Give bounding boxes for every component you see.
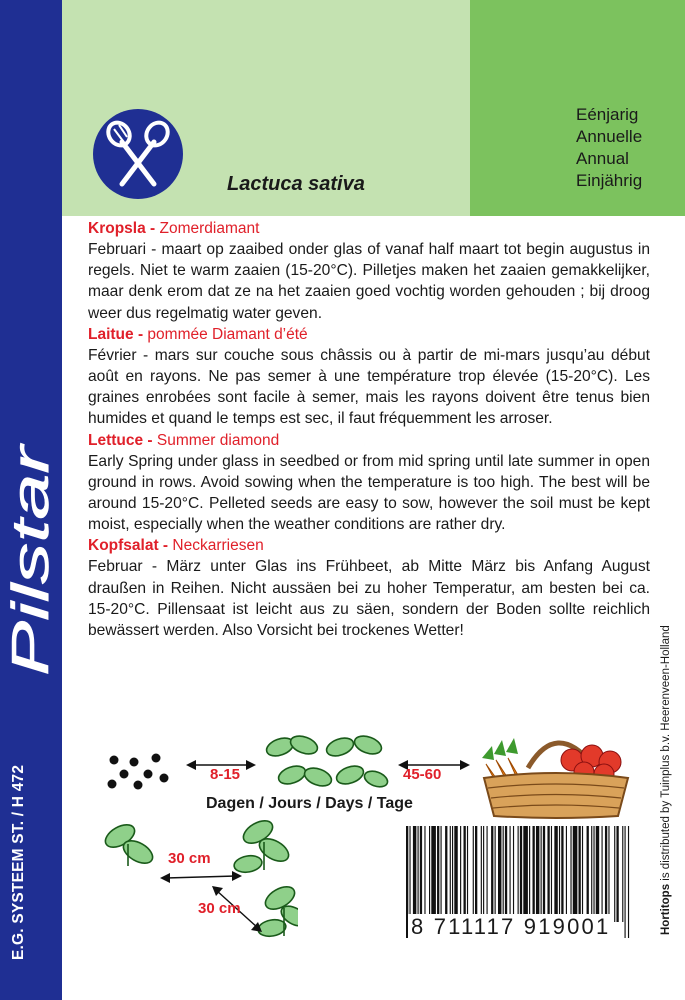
sowing-instructions <box>88 219 650 642</box>
section-body: Early Spring under glass in seedbed or from mid spring until late summer in open ground in rows. Avoid sowing when the temperature is too high. The best will be around 15-20°C. Pelleted seeds are easy to sow, however the soil must be kept moist, especially when the weather conditions are rather dry. <box>88 452 650 534</box>
barcode-bar <box>418 826 419 922</box>
barcode-bar <box>495 826 496 922</box>
barcode-bar <box>491 826 493 922</box>
barcode-number: 8 711117 919001 <box>408 914 613 940</box>
section-variety: Neckarriesen <box>168 537 264 555</box>
section-french <box>88 325 650 430</box>
barcode-bar <box>554 826 557 922</box>
barcode-bar <box>424 826 425 922</box>
barcode-bar <box>602 826 603 922</box>
barcode-bar <box>441 826 442 922</box>
barcode-bar <box>523 826 528 922</box>
barcode-bar <box>467 826 468 922</box>
barcode-bar <box>570 826 571 922</box>
distributor-note <box>660 625 672 935</box>
distributor-brand: Hortitops <box>660 883 672 935</box>
section-crop-name: Lettuce - <box>88 431 153 449</box>
section-title <box>88 536 650 556</box>
seedlings-icon <box>262 733 390 795</box>
barcode-bar <box>596 826 599 922</box>
brand-name: Pilstar <box>4 531 58 676</box>
section-title <box>88 325 650 345</box>
section-body: Février - mars sur couche sous châssis ou à partir de mi-mars jusqu’au début août en rayons. Ne pas semer à une température trop élevée (15-20°C). Les graines enrobées sont facile à semer, mais les rayons doivent être tenus bien humides et quand le temps est sec, il faut fréquemment les arroser. <box>88 346 650 428</box>
section-title <box>88 219 650 239</box>
barcode-bar <box>413 826 416 922</box>
barcode-bar <box>498 826 501 922</box>
barcode-bar <box>529 826 530 922</box>
annual-label-fr: Annuelle <box>576 127 643 146</box>
section-dutch <box>88 219 650 324</box>
section-variety: pommée Diamant d’été <box>143 325 308 343</box>
barcode-bar <box>503 826 504 922</box>
barcode-bar <box>536 826 539 922</box>
barcode-bar <box>587 826 589 922</box>
barcode-bar <box>622 826 623 922</box>
distributor-text: is distributed by Tuinplus b.v. Heerenveen-Holland <box>660 625 672 884</box>
barcode-bar <box>566 826 567 922</box>
barcode-bar <box>551 826 552 922</box>
brand-logo <box>4 440 58 680</box>
barcode-bar <box>608 826 609 922</box>
section-body: Februari - maart op zaaibed onder glas of vanaf half maart tot begin augustus in regels. Niet te warm zaaien (15-20°C). Pilletjes maken het zaaien gemakkelijker, maar denk erom dat ze na het zaaien goed vochtig worden gehouden ; bij droog weer dus regelmatig water geven. <box>88 241 650 322</box>
barcode-bar <box>475 826 477 922</box>
barcode-bar <box>625 826 626 938</box>
barcode-bar <box>582 826 583 922</box>
section-crop-name: Kopfsalat - <box>88 537 169 555</box>
barcode-bar <box>559 826 560 922</box>
plant-spacing: 30 cm <box>198 900 241 917</box>
harvest-basket-icon <box>480 728 632 820</box>
barcode-bar <box>454 826 457 922</box>
barcode-bar <box>483 826 484 922</box>
annual-label-de: Einjährig <box>576 171 643 190</box>
barcode-bar <box>579 826 581 922</box>
barcode-bar <box>464 826 466 922</box>
barcode-bar <box>547 826 549 922</box>
barcode-bar <box>420 826 422 922</box>
barcode-bar <box>541 826 542 922</box>
barcode-bar <box>593 826 594 922</box>
barcode-bar <box>450 826 451 922</box>
barcode-bar <box>505 826 507 922</box>
barcode-bar <box>452 826 453 922</box>
species-name: Lactuca sativa <box>227 173 365 195</box>
barcode-bar <box>591 826 592 922</box>
section-title <box>88 431 650 451</box>
annual-labels <box>576 104 642 192</box>
barcode-bar <box>513 826 514 922</box>
barcode-bar <box>616 826 618 922</box>
harvest-days: 45-60 <box>403 766 442 783</box>
barcode-bar <box>473 826 474 922</box>
barcode-bar <box>429 826 430 922</box>
salad-servers-icon <box>92 108 184 200</box>
section-english <box>88 431 650 536</box>
days-label: Dagen / Jours / Days / Tage <box>206 795 413 812</box>
barcode-bar <box>460 826 461 922</box>
barcode-bar <box>533 826 535 922</box>
barcode-bar <box>487 826 488 922</box>
germination-days: 8-15 <box>210 766 241 783</box>
barcode-bar <box>437 826 439 922</box>
annual-label-nl: Eénjarig <box>576 105 639 124</box>
section-german <box>88 536 650 641</box>
barcode-bar <box>510 826 511 922</box>
section-variety: Summer diamond <box>152 431 280 449</box>
barcode-bar <box>628 826 629 938</box>
annual-label-en: Annual <box>576 149 629 168</box>
plant-spacing-icon <box>98 812 298 942</box>
barcode-bar <box>605 826 607 922</box>
product-code: E.G. SYSTEEM ST. / H 472 <box>10 764 27 960</box>
barcode-bar <box>445 826 447 922</box>
section-body: Februar - März unter Glas ins Frühbeet, ab Mitte März bis Anfang August draußen in Reihen. Nicht aussäen bei zu hoher Temperatur, am besten bei ca. 15-20°C. Pillensaat ist leicht aus zu säen, sondern der Boden sollte reichlich bewässert werden. Also Vorsicht bei trockenes Wetter! <box>88 558 650 640</box>
barcode-bar <box>431 826 436 922</box>
section-variety: Zomerdiamant <box>155 220 260 237</box>
barcode-bar <box>543 826 545 922</box>
barcode-bar <box>614 826 615 922</box>
barcode-bar <box>481 826 482 922</box>
seeds-icon <box>104 752 170 790</box>
barcode-bar <box>561 826 563 922</box>
section-crop-name: Laitue - <box>88 325 144 343</box>
row-spacing: 30 cm <box>168 850 211 867</box>
barcode-bar <box>573 826 578 922</box>
section-crop-name: Kropsla - <box>88 220 156 237</box>
